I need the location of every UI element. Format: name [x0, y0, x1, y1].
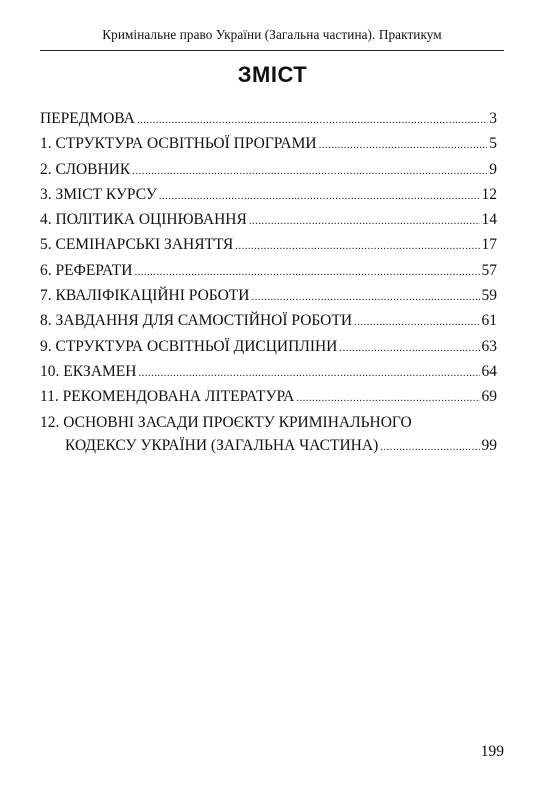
toc-entry-page: 69	[481, 388, 497, 406]
toc-entry-12[interactable]	[40, 411, 497, 434]
page-number: 199	[480, 743, 504, 760]
toc-entry-label: 7. КВАЛІФІКАЦІЙНІ РОБОТИ	[40, 287, 250, 305]
toc-entry-7[interactable]	[40, 284, 497, 309]
dot-leader	[138, 362, 479, 385]
toc-entry-10[interactable]	[40, 360, 497, 385]
header-rule	[40, 50, 504, 51]
toc-entry-page: 17	[481, 236, 497, 254]
toc-title: ЗМІСТ	[237, 62, 308, 87]
toc-entry-page: 61	[481, 312, 497, 330]
toc-entry-label: 4. ПОЛІТИКА ОЦІНЮВАННЯ	[40, 211, 247, 229]
toc-entry-page: 12	[481, 185, 497, 203]
toc-entry-11[interactable]	[40, 385, 497, 410]
toc-entry-label: 5. СЕМІНАРСЬКІ ЗАНЯТТЯ	[40, 236, 234, 254]
toc-entry-label: 8. ЗАВДАННЯ ДЛЯ САМОСТІЙНОЇ РОБОТИ	[40, 312, 353, 330]
dot-leader	[137, 109, 487, 132]
dot-leader	[134, 261, 479, 284]
dot-leader	[339, 337, 479, 360]
dot-leader	[354, 311, 479, 334]
toc-entry-label-continued: КОДЕКСУ УКРАЇНИ (ЗАГАЛЬНА ЧАСТИНА)	[65, 436, 379, 454]
dot-leader	[235, 235, 479, 258]
toc-entry-page: 14	[481, 211, 497, 229]
toc-entry-label: 9. СТРУКТУРА ОСВІТНЬОЇ ДИСЦИПЛІНИ	[40, 337, 338, 355]
toc-entry-page: 59	[481, 287, 497, 305]
toc-entry-8[interactable]	[40, 309, 497, 334]
toc-entry-label: 6. РЕФЕРАТИ	[40, 261, 133, 279]
toc-entry-preface[interactable]	[40, 107, 497, 132]
toc-entry-page: 3	[489, 110, 497, 127]
toc-entry-2[interactable]	[40, 158, 497, 183]
toc-entry-4[interactable]	[40, 208, 497, 233]
toc-entry-3[interactable]	[40, 183, 497, 208]
dot-leader	[296, 387, 479, 410]
toc-entry-1[interactable]	[40, 132, 497, 157]
dot-leader	[380, 436, 479, 459]
table-of-contents	[40, 107, 497, 459]
toc-entry-label: 10. ЕКЗАМЕН	[40, 362, 137, 380]
dot-leader	[132, 160, 487, 183]
toc-entry-label: 3. ЗМІСТ КУРСУ	[40, 185, 157, 203]
toc-entry-page: 99	[481, 436, 497, 454]
toc-entry-9[interactable]	[40, 335, 497, 360]
toc-entry-6[interactable]	[40, 259, 497, 284]
toc-entry-12-continued[interactable]	[40, 434, 497, 459]
toc-entry-page: 57	[481, 261, 497, 279]
running-header: Кримінальне право України (Загальна частина). Практикум	[102, 27, 442, 42]
toc-entry-label: 11. РЕКОМЕНДОВАНА ЛІТЕРАТУРА	[40, 388, 295, 406]
dot-leader	[159, 185, 480, 208]
toc-entry-page: 5	[489, 135, 497, 153]
toc-entry-label: 12. ОСНОВНІ ЗАСАДИ ПРОЄКТУ КРИМІНАЛЬНОГО	[40, 413, 412, 431]
toc-entry-label: 1. СТРУКТУРА ОСВІТНЬОЇ ПРОГРАМИ	[40, 135, 317, 153]
toc-entry-page: 64	[481, 362, 497, 380]
dot-leader	[319, 134, 488, 157]
toc-entry-5[interactable]	[40, 233, 497, 258]
toc-entry-page: 9	[489, 160, 497, 178]
toc-entry-label: ПЕРЕДМОВА	[40, 110, 135, 127]
dot-leader	[251, 286, 479, 309]
toc-entry-label: 2. СЛОВНИК	[40, 160, 131, 178]
toc-entry-page: 63	[481, 337, 497, 355]
dot-leader	[249, 210, 480, 233]
